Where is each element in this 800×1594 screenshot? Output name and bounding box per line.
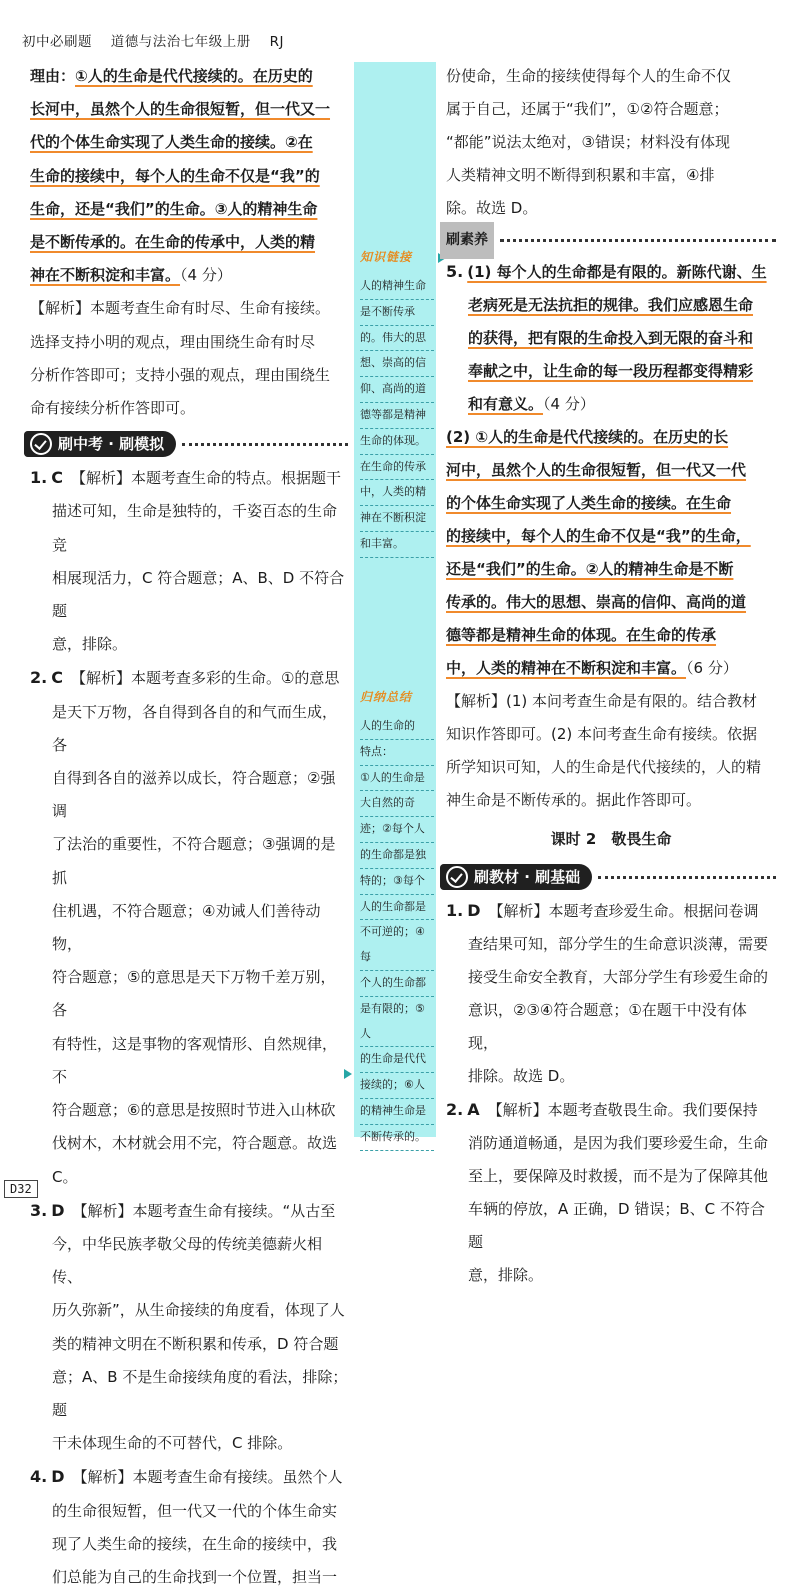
item-line: 意，排除。 — [52, 635, 128, 654]
item-line: 干未体现生命的不可替代，C 排除。 — [52, 1434, 293, 1453]
cont-line: 除。故选 D。 — [446, 199, 538, 217]
analysis-line: 选择支持小明的观点，理由围绕生命有时尽 — [30, 332, 316, 351]
note-heading-summary: 归纳总结 — [360, 690, 413, 704]
item-number: 3. — [30, 1200, 48, 1220]
section-title: 刷教材 · 刷基础 — [474, 867, 581, 886]
book-title: 道德与法治七年级上册 — [110, 34, 251, 50]
dotted-rule — [598, 875, 776, 879]
reason-block — [30, 60, 348, 292]
reason-line: 生命，还是“我们”的生命。③人的精神生命 — [30, 199, 318, 218]
note-line: 人的生命的 — [360, 714, 434, 740]
q5-line: 奉献之中，让生命的每一段历程都变得精彩 — [468, 362, 754, 380]
answer-item — [30, 461, 348, 661]
item-number: 2. — [30, 668, 48, 688]
cont-line: 份使命，生命的接续使得每个人的生命不仅 — [446, 67, 732, 85]
reason-line: 代的个体生命实现了人类生命的接续。②在 — [30, 133, 313, 152]
item-number: 1. — [30, 468, 48, 488]
note-heading-knowledge-link: 知识链接 — [360, 250, 413, 264]
item-line: 有特性，这是事物的客观情形、自然规律，不 — [52, 1034, 338, 1086]
item-answer: C — [51, 468, 63, 488]
q5-line: 的接续中，每个人的生命不仅是“我”的生命， — [446, 527, 751, 545]
score: （4 分） — [180, 266, 232, 285]
item-line: 相展现活力，C 符合题意；A、B、D 不符合题 — [52, 568, 345, 621]
q5-line: 老病死是无法抗拒的规律。我们应感恩生命 — [468, 296, 754, 314]
item-answer: D — [467, 901, 481, 920]
item-line: 是天下万物，各自得到各自的和气而生成，各 — [52, 702, 338, 754]
section-header-zhongkao — [24, 427, 348, 461]
score: （4 分） — [543, 395, 595, 413]
note-line: 人的生命都是 — [360, 895, 434, 921]
item-line: 意，排除。 — [468, 1266, 544, 1284]
note-line: 是有限的；⑤人 — [360, 997, 434, 1048]
cont-line: 属于自己，还属于“我们”，①②符合题意； — [446, 100, 729, 118]
note-line: 人的精神生命 — [360, 274, 434, 300]
q5-line: (1) 每个人的生命都是有限的。新陈代谢、生 — [467, 263, 767, 281]
section-title: 刷中考 · 刷模拟 — [58, 434, 165, 453]
item-line: 住机遇，不符合题意；④劝诫人们善待动物， — [52, 901, 321, 954]
series-name: 初中必刷题 — [22, 34, 92, 50]
note-line: 是不断传承 — [360, 300, 434, 326]
note-line: ①人的生命是 — [360, 766, 434, 792]
q5-line: 和有意义。 — [468, 395, 544, 413]
note-line: 个人的生命都 — [360, 971, 434, 997]
item-line: 【解析】本题考查生命有接续。虽然个人 — [72, 1468, 343, 1487]
analysis-line: 神生命是不断传承的。据此作答即可。 — [446, 791, 702, 809]
note-line: 不断传承的。 — [360, 1125, 434, 1151]
reason-line: 生命的接续中，每个人的生命不仅是“我”的 — [30, 166, 320, 185]
note-line: 特点： — [360, 740, 434, 766]
reason-line: 长河中，虽然个人的生命很短暂，但一代又一 — [30, 100, 331, 119]
item-line: 接受生命安全教育，大部分学生有珍爱生命的 — [468, 968, 769, 986]
q5-analysis — [446, 685, 776, 817]
lesson-title: 课时 2 敬畏生命 — [550, 830, 672, 848]
q5-line: 河中，虽然个人的生命很短暂，但一代又一代 — [446, 461, 747, 479]
left-column — [30, 60, 348, 1594]
item-line: 描述可知，生命是独特的，千姿百态的生命竞 — [52, 502, 338, 554]
q5-line: 还是“我们”的生命。②人的精神生命是不断 — [446, 560, 734, 578]
answer-item — [30, 661, 348, 1193]
item-number: 2. — [446, 1100, 464, 1119]
item-answer: D — [51, 1467, 65, 1487]
analysis-line: 命有接续分析作答即可。 — [30, 399, 196, 418]
item-line: 排除。故选 D。 — [468, 1067, 575, 1085]
item-line: 符合题意；⑤的意思是天下万物千差万别，各 — [52, 968, 336, 1020]
item-line: 自得到各自的滋养以成长，符合题意；②强调 — [52, 769, 336, 821]
q5-part2 — [446, 421, 776, 685]
analysis-line: 知识作答即可。(2) 本问考查生命有接续。依据 — [446, 725, 758, 743]
item-line: 至上，要保障及时救援，而不是为了保障其他 — [468, 1167, 769, 1185]
analysis-block — [30, 292, 348, 425]
item-line: 查结果可知，部分学生的生命意识淡薄，需要 — [468, 935, 769, 953]
note-line: 的。伟大的思 — [360, 326, 434, 352]
note-line: 仰、高尚的道 — [360, 377, 434, 403]
cont-line: 人类精神文明不断得到积累和丰富，④排 — [446, 166, 715, 184]
item-line: 了法治的重要性，不符合题意；③强调的是抓 — [52, 835, 336, 887]
section-badge — [24, 431, 176, 457]
answer-item — [30, 1460, 348, 1594]
note-line: 中，人类的精 — [360, 480, 434, 506]
item-line: 的生命很短暂，但一代又一代的个体生命实 — [52, 1501, 338, 1520]
note-line: 和丰富。 — [360, 532, 434, 558]
edition-label: RJ — [269, 34, 284, 50]
reason-line: 神在不断积淀和丰富。 — [30, 266, 181, 285]
item-line: 【解析】本题考查敬畏生命。我们要保持 — [487, 1101, 758, 1119]
item-line: 消防通道畅通，是因为我们要珍爱生命，生命 — [468, 1134, 769, 1152]
item-line: 【解析】本题考查多彩的生命。①的意思 — [70, 669, 340, 688]
analysis-line: 分析作答即可；支持小强的观点，理由围绕生 — [30, 365, 331, 384]
q5-part1 — [446, 255, 776, 421]
item-number: 5. — [446, 262, 464, 281]
reason-line: ①人的生命是代代接续的。在历史的 — [75, 67, 313, 85]
note-line: 特的；③每个 — [360, 869, 434, 895]
dotted-rule — [182, 442, 348, 446]
item-line: 意识，②③④符合题意；①在题干中没有体现， — [468, 1001, 747, 1052]
item-line: 今，中华民族孝敬父母的传统美德薪火相传、 — [52, 1234, 323, 1287]
item-line: 伐树木，木材就会用不完，符合题意。故选 C。 — [52, 1134, 338, 1186]
section-badge — [440, 864, 592, 890]
item-line: 【解析】本题考查生命的特点。根据题干 — [70, 469, 341, 488]
reason-prefix: 理由： — [30, 67, 76, 85]
note-line: 神在不断积淀 — [360, 506, 434, 532]
analysis-line: 【解析】本题考查生命有时尽、生命有接续。 — [30, 299, 331, 318]
analysis-line: 所学知识可知，人的生命是代代接续的，人的精 — [446, 758, 762, 776]
item-line: 车辆的停放，A 正确，D 错误；B、C 不符合题 — [468, 1200, 765, 1251]
item-number: 4. — [30, 1467, 48, 1487]
note-line: 的生命都是独 — [360, 843, 434, 869]
right-column — [446, 60, 776, 1292]
item-line: 【解析】本题考查珍爱生命。根据问卷调 — [488, 902, 759, 920]
page-number: D32 — [4, 1180, 38, 1198]
note-line: 的生命是代代 — [360, 1047, 434, 1073]
note-line: 想、崇高的信 — [360, 351, 434, 377]
q5-line: (2) ①人的生命是代代接续的。在历史的长 — [446, 428, 729, 446]
answer-item — [30, 1194, 348, 1461]
note-line: 的精神生命是 — [360, 1099, 434, 1125]
analysis-line: 【解析】(1) 本问考查生命是有限的。结合教材 — [446, 692, 758, 710]
score: （6 分） — [686, 659, 738, 677]
item-line: 意；A、B 不是生命接续角度的看法，排除；题 — [52, 1367, 348, 1419]
answer-item — [446, 894, 776, 1093]
note-line: 接续的；⑥人 — [360, 1073, 434, 1099]
answer-item — [446, 1093, 776, 1292]
q5-line: 中，人类的精神在不断积淀和丰富。 — [446, 659, 687, 677]
cont-line: “都能”说法太绝对，③错误；材料没有体现 — [446, 133, 730, 151]
note-line: 迹；②每个人 — [360, 817, 434, 843]
item-line: 现了人类生命的接续，在生命的接续中，我 — [52, 1534, 338, 1553]
pointer-arrow-icon — [344, 1069, 352, 1079]
item-line: 符合题意；⑥的意思是按照时节进入山林砍 — [52, 1101, 336, 1120]
note-text-knowledge-link — [360, 274, 434, 558]
item-number: 1. — [446, 901, 464, 920]
check-icon — [30, 433, 52, 455]
q5-line: 的获得，把有限的生命投入到无限的奋斗和 — [468, 329, 754, 347]
q5-line: 的个体生命实现了人类生命的接续。在生命 — [446, 494, 732, 512]
dotted-rule — [500, 238, 776, 242]
item-line: 历久弥新”，从生命接续的角度看，体现了人 — [52, 1301, 345, 1320]
page-header — [22, 30, 298, 50]
section-header-jichu — [440, 860, 776, 894]
q5-line: 德等都是精神生命的体现。在生命的传承 — [446, 626, 717, 644]
continued-analysis — [446, 60, 776, 225]
note-line: 在生命的传承 — [360, 455, 434, 481]
q5-line: 传承的。伟大的思想、崇高的信仰、高尚的道 — [446, 593, 747, 611]
item-line: 类的精神文明在不断积累和传承，D 符合题 — [52, 1334, 339, 1353]
item-line: 【解析】本题考查生命有接续。“从古至 — [72, 1201, 336, 1220]
reason-line: 是不断传承的。在生命的传承中，人类的精 — [30, 233, 316, 252]
check-icon — [446, 866, 468, 888]
note-text-summary — [360, 714, 434, 1151]
note-line: 不可逆的；④每 — [360, 920, 434, 971]
section-header-suyang — [440, 225, 776, 255]
note-line: 大自然的奇 — [360, 791, 434, 817]
item-line: 们总能为自己的生命找到一个位置，担当一 — [52, 1567, 338, 1586]
item-answer: C — [51, 668, 63, 688]
item-answer: A — [467, 1100, 480, 1119]
note-line: 德等都是精神 — [360, 403, 434, 429]
item-answer: D — [51, 1200, 65, 1220]
section-title: 刷素养 — [440, 222, 494, 259]
note-line: 生命的体现。 — [360, 429, 434, 455]
